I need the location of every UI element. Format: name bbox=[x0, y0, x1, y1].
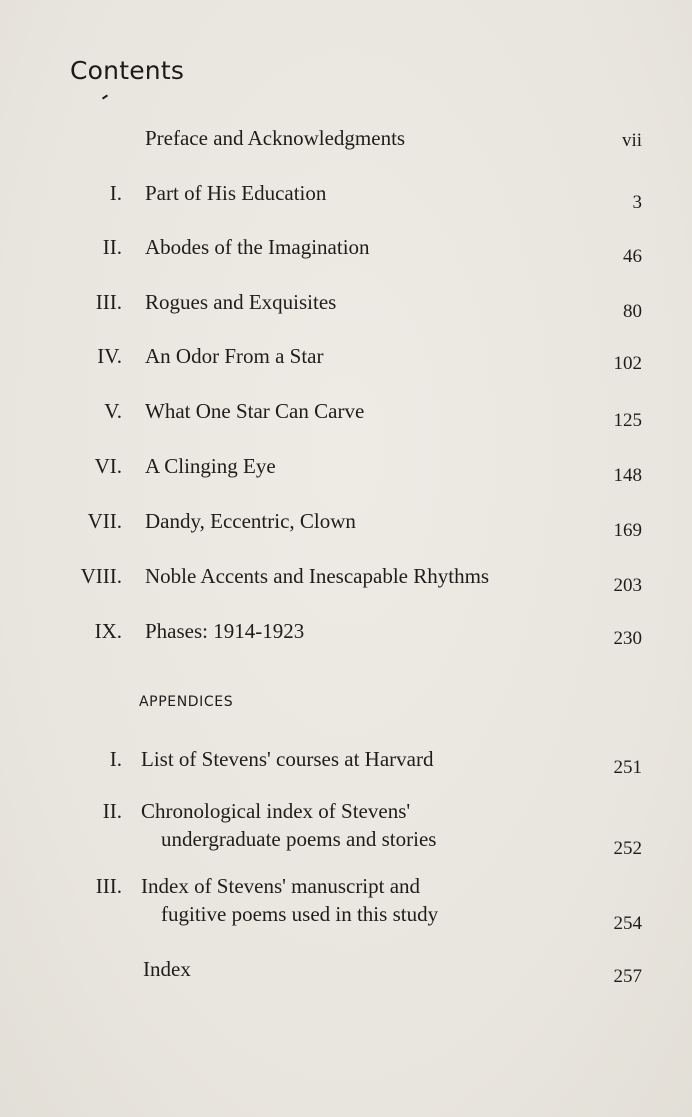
page-number: 169 bbox=[613, 520, 642, 541]
chapter-number: VIII. bbox=[80, 564, 122, 588]
page-number: 203 bbox=[613, 575, 642, 596]
appendix-title bbox=[141, 797, 436, 853]
appendices-heading: APPENDICES bbox=[139, 694, 234, 710]
page-number: 102 bbox=[613, 353, 642, 374]
chapter-title: Abodes of the Imagination bbox=[145, 235, 370, 259]
appendix-title bbox=[141, 872, 438, 928]
page-title: Contents bbox=[70, 56, 185, 85]
chapter-number: V. bbox=[104, 399, 122, 423]
appendix-title bbox=[141, 745, 433, 773]
page-number: 251 bbox=[613, 757, 642, 778]
page-number: 252 bbox=[613, 838, 642, 859]
appendix-title-line: fugitive poems used in this study bbox=[161, 902, 439, 926]
page-number: 80 bbox=[623, 301, 642, 322]
chapter-title: Noble Accents and Inescapable Rhythms bbox=[145, 564, 490, 588]
page-number: 230 bbox=[613, 628, 642, 649]
appendix-number: III. bbox=[95, 874, 122, 898]
chapter-number: VII. bbox=[87, 509, 122, 533]
page-number: vii bbox=[621, 130, 642, 151]
chapter-title: Phases: 1914-1923 bbox=[145, 619, 305, 643]
ink-mark bbox=[102, 94, 108, 99]
chapter-number: III. bbox=[95, 290, 122, 314]
chapter-number: IV. bbox=[97, 344, 122, 368]
chapter-number: I. bbox=[109, 181, 122, 205]
appendix-number: I. bbox=[109, 747, 122, 771]
appendix-title-line: Chronological index of Stevens' bbox=[141, 799, 411, 823]
page-number: 148 bbox=[613, 465, 642, 486]
chapter-number: II. bbox=[102, 235, 122, 259]
page-number: 46 bbox=[623, 246, 642, 267]
page-number: 125 bbox=[613, 410, 642, 431]
appendix-number: II. bbox=[102, 799, 122, 823]
chapter-title: Dandy, Eccentric, Clown bbox=[145, 509, 356, 533]
chapter-title: An Odor From a Star bbox=[145, 344, 324, 368]
appendix-title-line: List of Stevens' courses at Harvard bbox=[141, 747, 434, 771]
appendix-title-line: Index bbox=[143, 957, 191, 981]
chapter-title: Rogues and Exquisites bbox=[145, 290, 337, 314]
page-number: 254 bbox=[613, 913, 642, 934]
appendix-title bbox=[143, 955, 191, 983]
chapter-number: IX. bbox=[94, 619, 122, 643]
page-number: 257 bbox=[613, 966, 642, 987]
chapter-title: A Clinging Eye bbox=[145, 454, 276, 478]
page-number: 3 bbox=[632, 192, 642, 213]
chapter-title: Preface and Acknowledgments bbox=[145, 126, 406, 150]
appendix-title-line: undergraduate poems and stories bbox=[161, 827, 437, 851]
appendix-title-line: Index of Stevens' manuscript and bbox=[141, 874, 421, 898]
chapter-title: What One Star Can Carve bbox=[145, 399, 365, 423]
chapter-title: Part of His Education bbox=[145, 181, 327, 205]
chapter-number: VI. bbox=[94, 454, 122, 478]
